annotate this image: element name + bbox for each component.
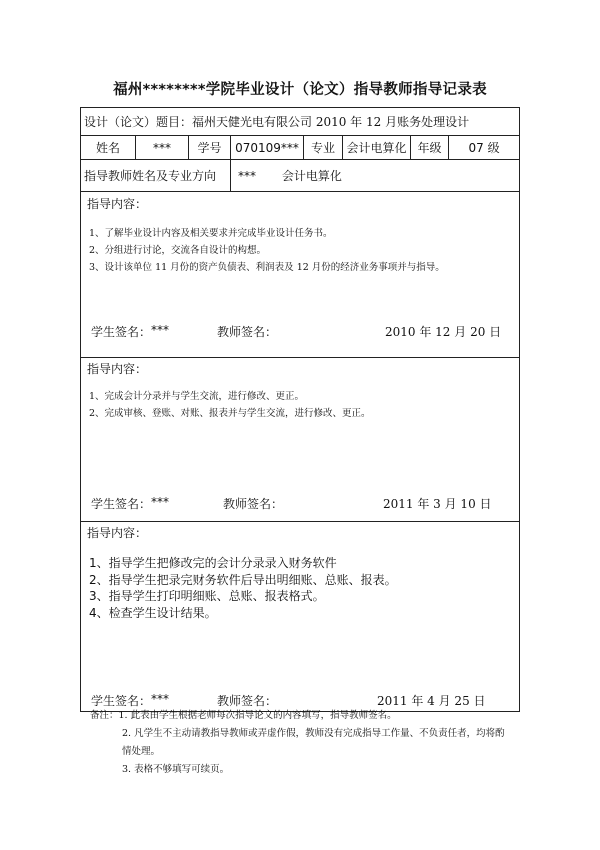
- advisor-name: ***: [238, 169, 256, 183]
- guidance-section: [81, 522, 520, 712]
- student-sign-value: ***: [151, 692, 169, 706]
- teacher-sign-label: 教师签名：: [223, 497, 284, 511]
- advisor-cell: [231, 160, 520, 192]
- list-item: 4、检查学生设计结果。: [89, 605, 217, 620]
- section-heading: 指导内容：: [87, 526, 148, 540]
- topic-row: [81, 108, 520, 136]
- teacher-sign-label: 教师签名：: [217, 694, 278, 708]
- list-item: 1、完成会计分录并与学生交流，进行修改、更正。: [89, 391, 305, 402]
- guidance-section-2: [81, 358, 520, 522]
- major-label: 专业: [304, 136, 343, 160]
- grade-label: 年级: [411, 136, 449, 160]
- note-2: 2. 凡学生不主动请教指导教师或弄虚作假，教师没有完成指导工作量、不负责任者，均将酌情处理。: [122, 728, 505, 757]
- guidance-list: [89, 225, 445, 276]
- student-sign-label: 学生签名：: [91, 497, 152, 511]
- list-item: 1、指导学生把修改完的会计分录录入财务软件: [89, 556, 337, 570]
- form-title: 福州********学院毕业设计（论文）指导教师指导记录表: [113, 82, 487, 98]
- advisor-field: 会计电算化: [281, 169, 342, 183]
- guidance-section: [81, 192, 520, 358]
- topic-cell: [81, 108, 520, 136]
- note-1: 备注：1. 此表由学生根据老师每次指导论文的内容填写，指导教师签名。: [90, 710, 397, 721]
- guidance-record-table: [80, 107, 520, 712]
- student-sign-value: ***: [151, 323, 169, 337]
- student-info-row: [81, 136, 520, 160]
- advisor-label: 指导教师姓名及专业方向: [81, 160, 231, 192]
- guidance-section-3: [81, 522, 520, 712]
- sign-date: 2010 年 12 月 20 日: [385, 325, 502, 339]
- topic-label: 设计（论文）题目：: [84, 115, 193, 129]
- name-label: 姓名: [81, 136, 136, 160]
- list-item: 2、完成审核、登账、对账、报表并与学生交流，进行修改、更正。: [89, 408, 371, 419]
- guidance-list: [89, 555, 397, 621]
- list-item: 2、分组进行讨论，交流各自设计的构想。: [89, 245, 267, 256]
- major-value: 会计电算化: [343, 136, 411, 160]
- guidance-section: [81, 358, 520, 522]
- list-item: 3、设计该单位 11 月份的资产负债表、利润表及 12 月份的经济业务事项并与指导。: [89, 262, 445, 273]
- sign-date: 2011 年 3 月 10 日: [383, 497, 492, 511]
- topic-value: 福州天健光电有限公司 2010 年 12 月账务处理设计: [192, 115, 470, 129]
- guidance-section-1: [81, 192, 520, 358]
- section-heading: 指导内容：: [87, 362, 148, 376]
- student-sign-label: 学生签名：: [91, 694, 152, 708]
- student-sign-label: 学生签名：: [91, 325, 152, 339]
- list-item: 3、指导学生打印明细账、总账、报表格式。: [89, 589, 325, 603]
- guidance-list: [89, 388, 371, 422]
- student-id-value: 070109***: [231, 136, 304, 160]
- advisor-row: [81, 160, 520, 192]
- student-id-label: 学号: [189, 136, 231, 160]
- footnotes: [90, 707, 510, 779]
- list-item: 2、指导学生把录完财务软件后导出明细账、总账、报表。: [89, 572, 397, 587]
- list-item: 1、了解毕业设计内容及相关要求并完成毕业设计任务书。: [89, 228, 333, 239]
- name-value: ***: [136, 136, 189, 160]
- section-heading: 指导内容：: [87, 197, 148, 211]
- note-3: 3. 表格不够填写可续页。: [122, 764, 230, 775]
- sign-date: 2011 年 4 月 25 日: [377, 694, 486, 708]
- grade-value: 07 级: [449, 136, 520, 160]
- student-sign-value: ***: [151, 495, 169, 509]
- teacher-sign-label: 教师签名：: [217, 325, 278, 339]
